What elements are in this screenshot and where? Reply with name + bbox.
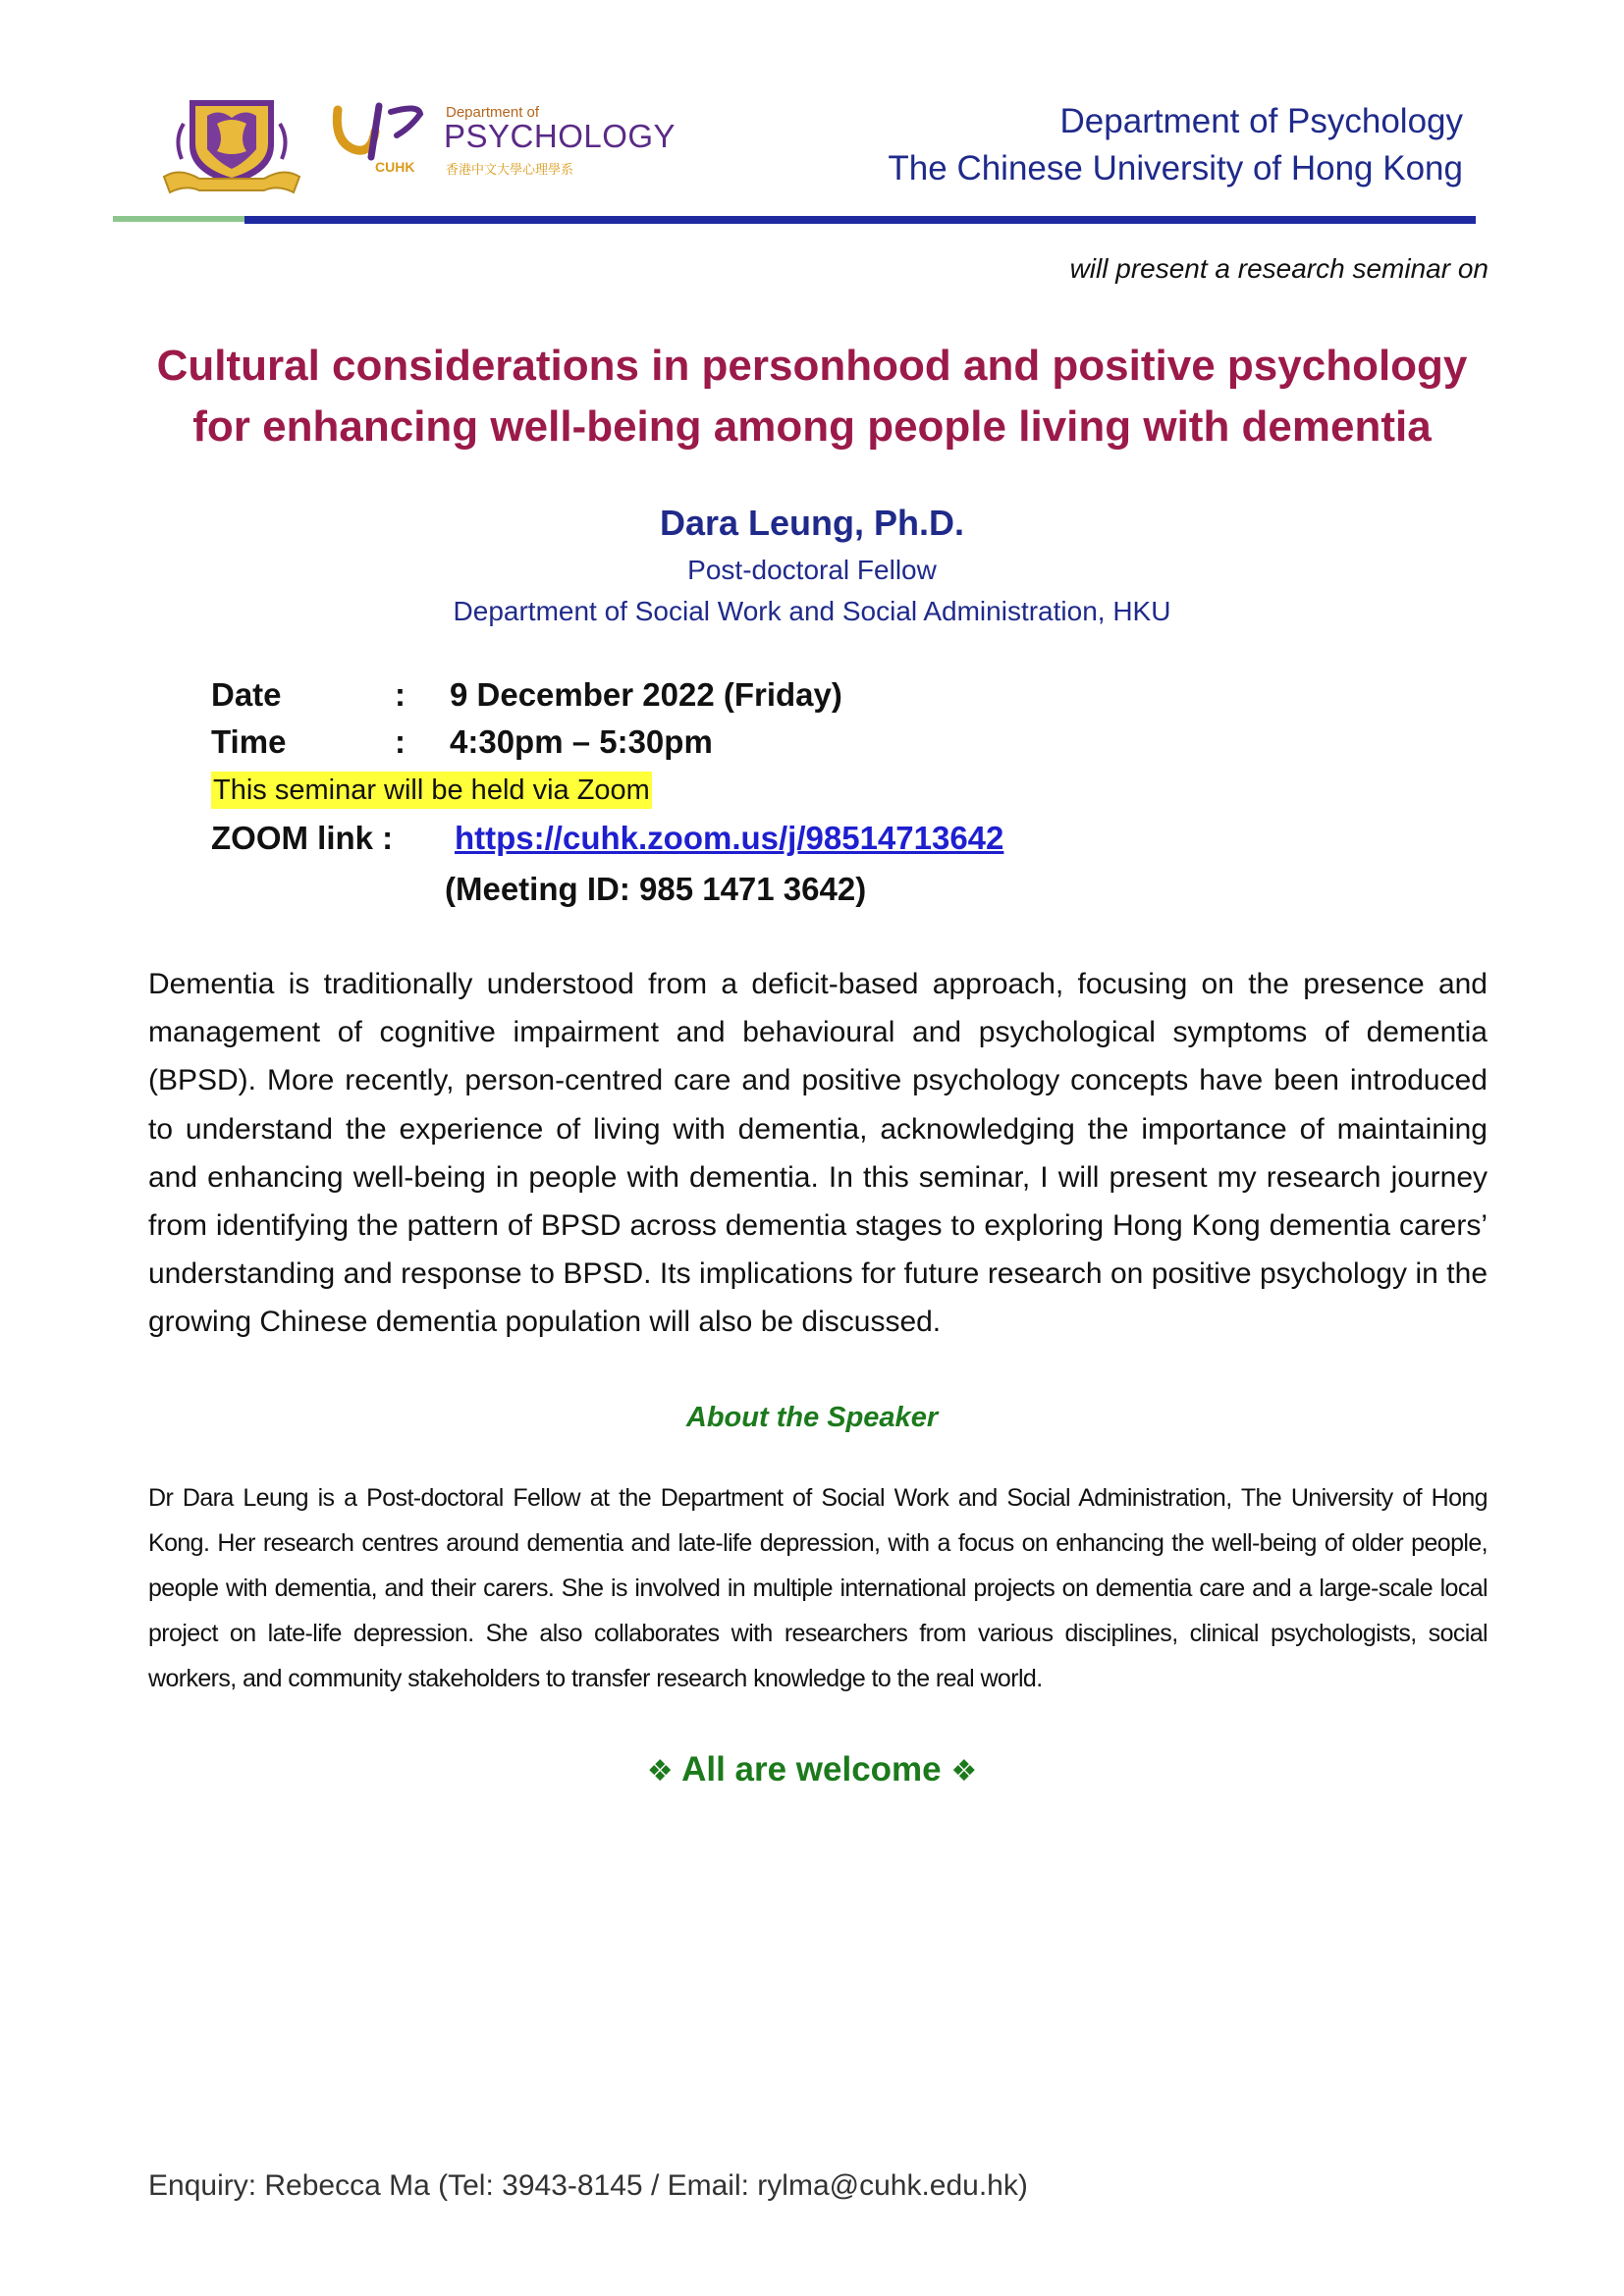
time-value: 4:30pm – 5:30pm <box>450 723 713 760</box>
speaker-bio: Dr Dara Leung is a Post-doctoral Fellow at the Department of Social Work and Social Administration, The University of Hong Kong. Her research centres around dementia and late-life depression, with a focus on enhancing the well-being of older people, people with dementia, and their carers. She is involved in multiple international projects on dementia care and a large-scale local project on late-life depression. She also collaborates with researchers from various disciplines, clinical psychologists, social workers, and community stakeholders to transfer research knowledge to the real world. <box>148 1484 1488 1692</box>
zoom-row <box>211 815 1004 862</box>
speaker-name: Dara Leung, Ph.D. <box>659 503 965 543</box>
logo-cuhk-text: CUHK <box>375 159 415 175</box>
logo-psychology-text: PSYCHOLOGY <box>444 118 677 154</box>
meeting-id: (Meeting ID: 985 1471 3642) <box>445 871 867 907</box>
zoom-label: ZOOM link : <box>211 820 394 856</box>
university-name: The Chinese University of Hong Kong <box>888 149 1463 187</box>
logo-chinese-text: 香港中文大學心理學系 <box>446 162 574 177</box>
about-speaker-heading: About the Speaker <box>685 1402 939 1433</box>
ornament-icon: ❖ <box>950 1755 978 1788</box>
zoom-note: This seminar will be held via Zoom <box>211 772 652 809</box>
abstract-paragraph: Dementia is traditionally understood from a deficit-based approach, focusing on the presence and management of cognitive impairment and behavioural and psychological symptoms of dementia (BPSD). More recently, person-centred care and positive psychology concepts have been introduced to understand the experience of living with dementia, acknowledging the importance of maintaining and enhancing well-being in people with dementia. In this seminar, I will present my research journey from identifying the pattern of BPSD across dementia stages to exploring Hong Kong dementia carers’ understanding and response to BPSD. Its implications for future research on positive psychology in the growing Chinese dementia population will also be discussed. <box>148 968 1488 1339</box>
speaker-block <box>0 497 1624 632</box>
cuhk-crest-logo <box>160 94 303 198</box>
welcome-line <box>0 1750 1624 1789</box>
psychology-department-logo <box>332 102 677 181</box>
date-colon: : <box>395 676 406 713</box>
title-line-1: Cultural considerations in personhood and positive psychology <box>156 342 1468 390</box>
department-header <box>888 98 1463 192</box>
logo-small-text: Department of <box>446 104 540 121</box>
header-rule-green <box>113 216 244 222</box>
speaker-affiliation: Department of Social Work and Social Administration, HKU <box>453 596 1171 626</box>
seminar-title <box>98 336 1526 457</box>
intro-line: will present a research seminar on <box>1069 253 1489 284</box>
time-label: Time <box>211 723 287 760</box>
date-label: Date <box>211 676 282 713</box>
zoom-link[interactable]: https://cuhk.zoom.us/j/98514713642 <box>455 820 1004 856</box>
time-colon: : <box>395 723 406 760</box>
department-name: Department of Psychology <box>1059 102 1463 140</box>
title-line-2: for enhancing well-being among people living with dementia <box>192 402 1432 451</box>
header-rule-blue <box>244 216 1476 224</box>
speaker-position: Post-doctoral Fellow <box>687 555 937 585</box>
enquiry-line: Enquiry: Rebecca Ma (Tel: 3943-8145 / Email: rylma@cuhk.edu.hk) <box>148 2169 1028 2202</box>
date-value: 9 December 2022 (Friday) <box>450 676 842 713</box>
welcome-text: All are welcome <box>681 1750 942 1789</box>
cuhk-crest-icon <box>160 94 303 198</box>
ornament-icon: ❖ <box>646 1755 674 1788</box>
